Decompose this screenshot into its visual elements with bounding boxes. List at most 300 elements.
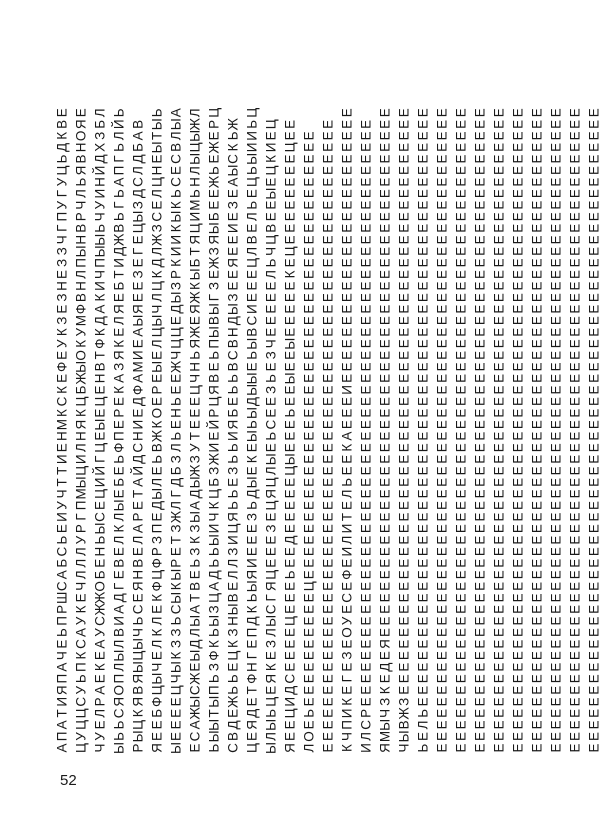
grid-letter: Е	[320, 708, 336, 718]
grid-column	[416, 108, 431, 752]
grid-letter: Е	[434, 708, 450, 718]
grid-letter: Ф	[244, 673, 260, 684]
grid-letter: Е	[529, 708, 545, 718]
grid-letter: Р	[358, 708, 374, 718]
grid-letter: Е	[339, 558, 355, 568]
grid-column	[74, 108, 89, 753]
grid-letter: Ь	[206, 743, 222, 753]
grid-letter: Е	[491, 154, 507, 164]
grid-letter: Р	[206, 119, 222, 129]
grid-letter: Е	[282, 627, 298, 638]
grid-letter: Ц	[244, 257, 260, 268]
grid-letter: С	[187, 685, 203, 696]
grid-letter: Г	[73, 513, 89, 521]
grid-letter: Ь	[206, 166, 222, 175]
grid-letter: Е	[206, 131, 222, 141]
grid-letter: Е	[472, 177, 488, 187]
grid-letter: И	[92, 188, 108, 199]
grid-letter: Е	[453, 258, 469, 268]
grid-letter: Е	[396, 108, 412, 118]
grid-letter: З	[396, 697, 412, 706]
grid-letter: Ц	[73, 396, 89, 407]
grid-letter: Е	[510, 581, 526, 591]
grid-letter: Е	[396, 535, 412, 545]
grid-letter: Е	[586, 593, 602, 603]
grid-letter: Е	[396, 408, 412, 418]
grid-letter: Ц	[206, 592, 222, 603]
grid-letter: Е	[453, 269, 469, 279]
grid-letter: Л	[130, 166, 146, 175]
grid-letter: Е	[586, 327, 602, 337]
grid-letter: Е	[415, 593, 431, 603]
grid-letter: Е	[586, 293, 602, 303]
grid-letter: Е	[510, 593, 526, 603]
grid-letter: Е	[320, 443, 336, 453]
grid-letter: Е	[415, 108, 431, 118]
grid-letter: И	[339, 523, 355, 534]
grid-letter: Я	[111, 304, 127, 314]
grid-letter: Е	[510, 639, 526, 649]
grid-letter: Е	[434, 651, 450, 661]
grid-letter: Ь	[130, 616, 146, 626]
grid-letter: Е	[529, 269, 545, 279]
grid-letter: Е	[434, 466, 450, 476]
grid-letter: Ц	[282, 615, 298, 626]
grid-letter: В	[130, 685, 146, 695]
grid-letter: Е	[415, 581, 431, 591]
grid-letter: Н	[187, 361, 203, 372]
grid-letter: Е	[491, 489, 507, 499]
grid-letter: Е	[453, 489, 469, 499]
grid-letter: Е	[301, 396, 317, 407]
grid-letter: Ф	[149, 581, 165, 592]
grid-letter: Е	[339, 165, 355, 176]
grid-letter: Ж	[149, 233, 165, 247]
grid-letter: Е	[491, 570, 507, 580]
grid-letter: Е	[472, 708, 488, 718]
grid-letter: Ж	[206, 175, 222, 189]
grid-column	[549, 108, 564, 752]
grid-letter: З	[54, 247, 70, 256]
grid-letter: К	[149, 593, 165, 602]
grid-letter: Е	[548, 189, 564, 199]
grid-letter: С	[92, 616, 108, 626]
grid-letter: Ы	[92, 522, 108, 535]
grid-letter: Е	[54, 639, 70, 649]
grid-letter: У	[73, 732, 89, 741]
grid-letter: Е	[472, 639, 488, 649]
grid-letter: Е	[434, 420, 450, 430]
grid-letter: Е	[510, 535, 526, 545]
grid-letter: Ц	[130, 223, 146, 234]
grid-letter: Е	[548, 177, 564, 187]
grid-letter: Е	[320, 685, 336, 695]
grid-letter: Г	[130, 247, 146, 256]
grid-letter: Е	[586, 616, 602, 626]
grid-column	[435, 108, 450, 752]
grid-letter: Д	[244, 708, 260, 718]
grid-letter: Е	[548, 685, 564, 695]
grid-letter: Е	[396, 477, 412, 487]
grid-column	[359, 120, 374, 753]
grid-letter: Б	[225, 408, 241, 418]
grid-letter: Л	[111, 131, 127, 141]
grid-column	[112, 108, 127, 754]
grid-letter: Е	[358, 316, 374, 326]
grid-letter: Е	[415, 408, 431, 418]
grid-letter: Е	[529, 154, 545, 164]
grid-letter: Е	[339, 604, 355, 614]
grid-letter: Ь	[206, 558, 222, 568]
grid-letter: Е	[586, 408, 602, 418]
grid-letter: Е	[472, 142, 488, 152]
grid-letter: Т	[92, 351, 108, 360]
grid-letter: Я	[206, 385, 222, 395]
grid-letter: Л	[73, 558, 89, 568]
grid-column	[302, 131, 317, 752]
grid-letter: Е	[529, 212, 545, 222]
grid-letter: З	[206, 247, 222, 256]
grid-letter: Ь	[263, 258, 279, 268]
grid-letter: У	[73, 535, 89, 545]
grid-letter: Е	[472, 339, 488, 349]
grid-letter: Ж	[206, 453, 222, 466]
grid-letter: Е	[529, 293, 545, 303]
grid-letter: А	[187, 500, 203, 510]
grid-letter: Е	[320, 639, 336, 649]
grid-letter: Е	[339, 339, 355, 349]
grid-column	[473, 108, 488, 752]
grid-letter: Е	[453, 443, 469, 453]
grid-column	[568, 108, 583, 752]
grid-letter: Ы	[130, 638, 146, 651]
grid-letter: К	[339, 443, 355, 452]
grid-letter: Е	[396, 558, 412, 568]
grid-letter: Е	[320, 258, 336, 268]
grid-letter: Л	[149, 339, 165, 349]
grid-letter: Е	[491, 604, 507, 614]
grid-letter: И	[244, 130, 260, 141]
grid-letter: Е	[396, 443, 412, 453]
grid-letter: Е	[586, 685, 602, 695]
grid-letter: Е	[434, 350, 450, 360]
grid-letter: Е	[282, 431, 298, 441]
grid-letter: Ь	[187, 350, 203, 360]
grid-letter: Е	[453, 339, 469, 349]
grid-letter: Е	[453, 524, 469, 534]
grid-letter: Е	[529, 408, 545, 418]
grid-letter: Д	[168, 477, 184, 487]
grid-letter: Е	[548, 385, 564, 395]
grid-letter: С	[282, 673, 298, 684]
grid-letter: Е	[320, 189, 336, 199]
grid-letter: З	[54, 258, 70, 267]
grid-letter: О	[301, 731, 317, 742]
grid-letter: И	[339, 385, 355, 395]
grid-letter: Е	[491, 593, 507, 603]
grid-letter: Ы	[263, 187, 279, 200]
grid-letter: Р	[73, 212, 89, 222]
grid-letter: Ы	[187, 511, 203, 523]
grid-letter: Г	[244, 651, 260, 660]
grid-letter: Е	[567, 697, 583, 707]
grid-letter: Е	[567, 627, 583, 638]
grid-letter: Е	[263, 212, 279, 222]
grid-letter: Е	[282, 639, 298, 649]
grid-letter: Е	[339, 131, 355, 141]
grid-letter: Е	[358, 269, 374, 279]
grid-letter: Е	[453, 500, 469, 510]
grid-letter: Е	[263, 177, 279, 187]
grid-letter: Е	[453, 581, 469, 591]
grid-letter: Е	[301, 269, 317, 279]
grid-letter: Е	[339, 327, 355, 337]
grid-letter: Е	[168, 697, 184, 707]
grid-letter: Г	[54, 224, 70, 232]
grid-letter: Е	[301, 246, 317, 256]
grid-letter: Е	[548, 547, 564, 557]
grid-letter: Е	[244, 697, 260, 707]
grid-letter: Е	[586, 500, 602, 510]
grid-letter: Ц	[206, 396, 222, 407]
grid-letter: З	[168, 281, 184, 291]
grid-letter: Е	[320, 396, 336, 407]
grid-letter: Д	[187, 489, 203, 499]
grid-letter: Е	[434, 223, 450, 233]
grid-letter: Ц	[282, 708, 298, 719]
grid-letter: Е	[567, 373, 583, 383]
grid-letter: Е	[453, 708, 469, 718]
grid-letter: Е	[377, 431, 393, 441]
grid-letter: Е	[586, 662, 602, 672]
grid-letter: Е	[510, 373, 526, 383]
grid-letter: Е	[415, 420, 431, 430]
grid-letter: Е	[111, 420, 127, 430]
grid-letter: Е	[92, 674, 108, 684]
grid-letter: Е	[453, 281, 469, 291]
grid-letter: Я	[244, 720, 260, 730]
grid-column	[587, 108, 602, 752]
grid-letter: Е	[472, 535, 488, 545]
grid-letter: Е	[415, 189, 431, 199]
grid-letter: Е	[415, 385, 431, 395]
grid-letter: Е	[415, 396, 431, 407]
grid-letter: Е	[168, 420, 184, 430]
grid-letter: П	[111, 673, 127, 684]
grid-letter: Ь	[282, 570, 298, 580]
grid-letter: Т	[244, 686, 260, 695]
grid-letter: Е	[377, 108, 393, 118]
grid-letter: Е	[377, 223, 393, 233]
grid-letter: Е	[586, 720, 602, 730]
grid-letter: Е	[339, 246, 355, 256]
grid-letter: Ы	[263, 453, 279, 466]
grid-letter: М	[130, 361, 146, 373]
grid-letter: Е	[320, 466, 336, 476]
grid-letter: Е	[301, 535, 317, 545]
grid-letter: Ы	[244, 580, 260, 593]
grid-letter: Е	[396, 373, 412, 383]
grid-letter: Ц	[168, 327, 184, 338]
grid-letter: Ф	[73, 303, 89, 315]
grid-letter: Л	[168, 501, 184, 510]
grid-column	[378, 108, 393, 753]
grid-letter: Е	[377, 558, 393, 568]
grid-letter: Е	[168, 708, 184, 718]
grid-letter: Е	[434, 674, 450, 684]
grid-letter: Е	[510, 697, 526, 707]
grid-letter: Е	[548, 512, 564, 522]
grid-letter: Е	[453, 293, 469, 303]
grid-letter: Ц	[206, 107, 222, 118]
grid-letter: Е	[358, 547, 374, 557]
grid-letter: Е	[92, 408, 108, 418]
grid-letter: Е	[567, 616, 583, 626]
grid-letter: Е	[548, 743, 564, 753]
grid-letter: Г	[206, 293, 222, 302]
grid-letter: Е	[301, 223, 317, 233]
grid-letter: Ь	[111, 732, 127, 741]
grid-letter: Е	[491, 350, 507, 360]
grid-letter: И	[111, 258, 127, 268]
grid-letter: Е	[491, 581, 507, 591]
grid-letter: Е	[548, 119, 564, 129]
grid-letter: Е	[339, 119, 355, 129]
grid-letter: Е	[301, 547, 317, 557]
grid-letter: Е	[434, 512, 450, 522]
grid-letter: Е	[491, 293, 507, 303]
grid-letter: З	[168, 628, 184, 637]
grid-letter: П	[92, 258, 108, 268]
grid-letter: Е	[586, 639, 602, 649]
grid-letter: Н	[149, 165, 165, 176]
grid-letter: Ж	[187, 291, 203, 304]
grid-letter: Ь	[225, 454, 241, 464]
grid-letter: Е	[358, 420, 374, 430]
grid-letter: Е	[529, 431, 545, 441]
grid-letter: Е	[415, 223, 431, 233]
grid-letter: Е	[567, 316, 583, 326]
grid-letter: Е	[510, 269, 526, 279]
grid-letter: Е	[377, 535, 393, 545]
grid-letter: Б	[111, 281, 127, 291]
grid-letter: Л	[111, 639, 127, 649]
grid-letter: Е	[415, 362, 431, 372]
grid-letter: Е	[453, 304, 469, 314]
grid-letter: Ь	[54, 154, 70, 164]
grid-letter: Е	[529, 720, 545, 730]
grid-letter: Е	[377, 131, 393, 141]
grid-letter: Е	[358, 327, 374, 337]
grid-letter: Е	[358, 512, 374, 522]
grid-letter: Е	[358, 431, 374, 441]
grid-letter: Е	[434, 235, 450, 245]
grid-letter: Е	[301, 466, 317, 476]
grid-letter: Е	[358, 674, 374, 684]
grid-letter: Е	[339, 639, 355, 649]
grid-letter: А	[111, 604, 127, 614]
grid-letter: Ы	[168, 291, 184, 304]
grid-letter: Е	[415, 685, 431, 695]
grid-letter: К	[92, 328, 108, 337]
grid-letter: Е	[339, 685, 355, 695]
grid-letter: Е	[415, 466, 431, 476]
grid-letter: Е	[567, 258, 583, 268]
grid-letter: Е	[282, 316, 298, 326]
grid-letter: З	[206, 663, 222, 672]
grid-letter: Е	[301, 570, 317, 580]
grid-letter: Е	[415, 212, 431, 222]
grid-letter: Ы	[187, 614, 203, 627]
grid-letter: И	[206, 523, 222, 534]
grid-letter: Е	[472, 212, 488, 222]
grid-letter: Е	[415, 500, 431, 510]
grid-letter: Е	[415, 431, 431, 441]
grid-letter: Е	[358, 604, 374, 614]
grid-letter: Е	[339, 396, 355, 407]
grid-letter: Е	[472, 396, 488, 407]
grid-letter: Е	[453, 246, 469, 256]
grid-letter: Е	[510, 200, 526, 210]
grid-letter: Е	[415, 293, 431, 303]
grid-letter: Е	[491, 396, 507, 407]
grid-letter: Е	[301, 431, 317, 441]
grid-letter: В	[225, 731, 241, 741]
grid-letter: П	[339, 720, 355, 730]
grid-letter: И	[187, 211, 203, 222]
grid-letter: Е	[434, 524, 450, 534]
grid-letter: Е	[377, 350, 393, 360]
grid-letter: Е	[377, 500, 393, 510]
grid-letter: З	[130, 201, 146, 210]
grid-letter: Ь	[263, 708, 279, 718]
grid-letter: Е	[358, 396, 374, 407]
grid-letter: Е	[377, 154, 393, 164]
grid-letter: Е	[548, 593, 564, 603]
grid-letter: К	[187, 536, 203, 545]
grid-letter: Е	[453, 362, 469, 372]
grid-letter: Ы	[244, 407, 260, 420]
grid-letter: Е	[434, 743, 450, 753]
grid-letter: Е	[586, 731, 602, 741]
grid-letter: Ц	[282, 465, 298, 476]
grid-letter: Е	[434, 327, 450, 337]
grid-letter: Е	[320, 743, 336, 753]
grid-letter: Е	[377, 524, 393, 534]
grid-letter: У	[54, 339, 70, 349]
grid-letter: Л	[73, 270, 89, 279]
grid-letter: Е	[434, 131, 450, 141]
grid-letter: Е	[339, 212, 355, 222]
grid-letter: Е	[358, 651, 374, 661]
grid-letter: Л	[149, 189, 165, 199]
grid-letter: Ч	[54, 489, 70, 499]
grid-letter: Е	[396, 547, 412, 557]
grid-letter: Ь	[282, 408, 298, 418]
grid-letter: П	[111, 165, 127, 176]
grid-letter: Е	[339, 304, 355, 314]
grid-letter: Е	[415, 731, 431, 741]
grid-letter: Е	[282, 604, 298, 614]
grid-letter: Е	[320, 616, 336, 626]
grid-letter: Е	[73, 593, 89, 603]
grid-letter: Е	[453, 154, 469, 164]
grid-letter: Е	[225, 212, 241, 222]
grid-letter: Е	[548, 235, 564, 245]
grid-letter: Е	[301, 697, 317, 707]
grid-letter: Е	[301, 281, 317, 291]
grid-letter: Е	[510, 662, 526, 672]
